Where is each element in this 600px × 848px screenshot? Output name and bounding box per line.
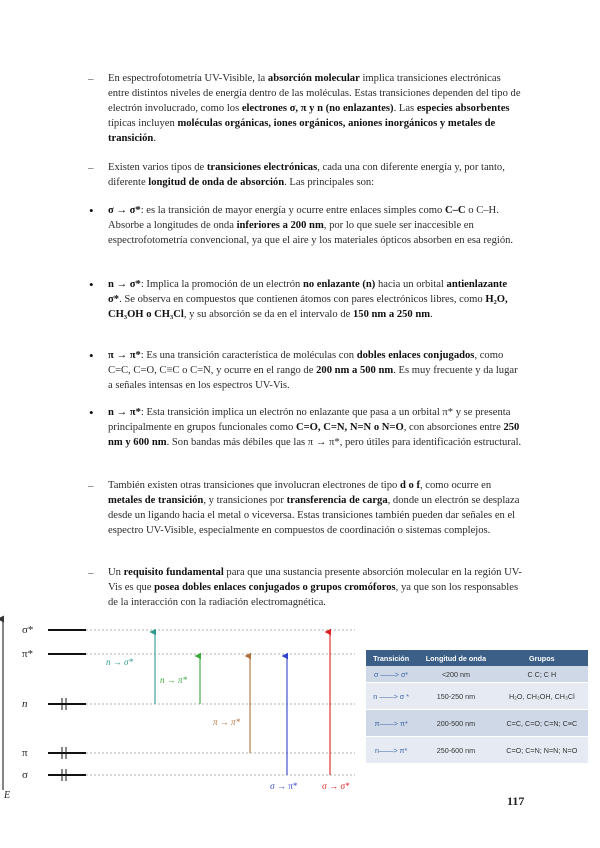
bold-term: metales de transición bbox=[108, 494, 204, 506]
bullet-n-sigma-star: n → σ*: Implica la promoción de un electrón no enlazante (n) hacia un orbital antienlazante σ*. Se observa en compuestos que contienen átomos con pares electrónicos libres, como H₂O, CH₃OH o CH₃Cl, y su absorción se da en el intervalo de 150 nm a 250 nm. bbox=[108, 279, 508, 320]
bold-term: n → π* bbox=[108, 407, 141, 418]
paragraph-requirement: Un requisito fundamental para que una sustancia presente absorción molecular en la región UV-Vis es que posea dobles enlaces conjugados o grupos cromóforos, ya que son los responsables de la interacción con la radiación electromagnética. bbox=[108, 567, 522, 608]
table-row bbox=[366, 683, 588, 710]
bullet-sigma-sigma-star: σ → σ*: es la transición de mayor energía y ocurre entre enlaces simples como C–C o C–H. Absorbe a longitudes de onda inferiores a 200 nm, por lo que suele ser inaccesible en espectrofotometría convencional, ya que el aire y los materiales ópticos absorben en esa región. bbox=[108, 205, 514, 246]
table-header-groups: Grupos bbox=[496, 650, 588, 666]
bold-term: dobles enlaces conjugados bbox=[356, 350, 475, 361]
bold-term: absorción molecular bbox=[267, 73, 360, 84]
label-sigma-pi-star: σ → π* bbox=[270, 781, 298, 791]
bold-term: σ → σ* bbox=[108, 205, 141, 216]
bold-term: 150 nm a 250 nm bbox=[352, 308, 431, 320]
table-header-wavelength: Longitud de onda bbox=[416, 650, 495, 666]
level-label-sigma: σ bbox=[22, 769, 28, 781]
table-header-transition: Transición bbox=[366, 650, 416, 666]
paragraph-intro: En espectrofotometría UV-Visible, la absorción molecular implica transiciones electrónicas entre distintos niveles de energía dentro de las moléculas. Estas transiciones dependen del tipo de electrón involucrado, como los electrones σ, π y n (no enlazantes). Las especies absorbentes típicas incluyen moléculas orgánicas, iones orgánicos, aniones inorgánicos y metales de transición. bbox=[108, 73, 521, 144]
level-label-sigma-star: σ* bbox=[22, 624, 34, 636]
paragraph-other-transitions: También existen otras transiciones que involucran electrones de tipo d o f, como ocurre en metales de transición, y transiciones por transferencia de carga, donde un electrón se desplaza desde un ligando hacia el metal o viceversa. Estas transiciones también pueden dar señales en el espectro UV-Visible, especialmente en compuestos de coordinación o sistemas complejos. bbox=[108, 480, 520, 536]
paragraph-marker: – bbox=[88, 480, 94, 492]
bold-term: no enlazante (n) bbox=[302, 279, 376, 290]
bold-term: especies absorbentes bbox=[416, 102, 510, 114]
table-cell-groups: C=C, C=O; C=N; C≡C bbox=[496, 710, 588, 737]
paragraph-marker: – bbox=[88, 567, 94, 579]
level-label-pi: π bbox=[22, 747, 28, 759]
bold-term: posea dobles enlaces conjugados o grupos cromóforos bbox=[154, 581, 396, 593]
energy-level-diagram bbox=[0, 615, 365, 805]
table-row bbox=[366, 710, 588, 737]
label-n-pi-star: n → π* bbox=[160, 675, 188, 685]
bullet-marker: • bbox=[89, 348, 94, 363]
bullet-marker: • bbox=[89, 277, 94, 292]
table-header-row bbox=[366, 650, 588, 666]
bold-term: C=O, C=N, N=N o N=O bbox=[295, 421, 404, 433]
bullet-marker: • bbox=[89, 203, 94, 218]
bullet-marker: • bbox=[89, 405, 94, 420]
bold-term: 200 nm a 500 nm bbox=[316, 364, 394, 376]
label-pi-pi-star: π → π* bbox=[213, 717, 241, 727]
bullet-pi-pi-star: π → π*: Es una transición característica de moléculas con dobles enlaces conjugados, como C=C, C=O, C≡C o C=N, y ocurre en el rango de 200 nm a 500 nm. Es muy frecuente y da lugar a señales intensas en los espectros UV-Vis. bbox=[108, 350, 518, 391]
table-cell-groups: H₂O, CH₃OH, CH₃Cl bbox=[496, 683, 588, 710]
energy-axis-label: E bbox=[4, 790, 11, 801]
table-row bbox=[366, 737, 588, 764]
bold-term: inferiores a 200 nm bbox=[236, 219, 324, 231]
paragraph-marker: – bbox=[88, 162, 94, 174]
bold-term: n → σ* bbox=[108, 279, 141, 290]
bold-term: transferencia de carga bbox=[286, 494, 388, 506]
level-dashed-lines bbox=[86, 630, 355, 775]
table-cell-wavelength: <200 nm bbox=[416, 666, 495, 683]
bold-term: C–C bbox=[444, 205, 466, 216]
bold-term: 250 nm y 600 nm bbox=[108, 421, 520, 448]
bold-term: antienlazante σ* bbox=[108, 279, 508, 305]
label-n-sigma-star: n → σ* bbox=[106, 657, 133, 667]
table-cell-wavelength: 250-600 nm bbox=[416, 737, 495, 764]
paragraph-transitions-types: Existen varios tipos de transiciones electrónicas, cada una con diferente energía y, por tanto, diferente longitud de onda de absorción. Las principales son: bbox=[108, 162, 505, 188]
page-number: 117 bbox=[507, 794, 525, 808]
table-cell-transition: π——> π* bbox=[366, 710, 416, 737]
bold-term: π → π* bbox=[108, 350, 141, 361]
bold-term: moléculas orgánicas, iones orgánicos, aniones inorgánicos y metales de transición bbox=[108, 117, 496, 144]
table-cell-transition: σ ——> σ* bbox=[366, 666, 416, 683]
table-cell-transition: n ——> σ * bbox=[366, 683, 416, 710]
level-label-pi-star: π* bbox=[22, 648, 34, 660]
transitions-table bbox=[366, 650, 588, 764]
bold-term: requisito fundamental bbox=[123, 567, 224, 578]
bullet-n-pi-star: n → π*: Esta transición implica un electrón no enlazante que pasa a un orbital π* y se presenta principalmente en grupos funcionales como C=O, C=N, N=N o N=O, con absorciones entre 250 nm y 600 nm. Son bandas más débiles que las π → π*, pero útiles para identificación estructural. bbox=[108, 407, 522, 448]
level-label-n: n bbox=[22, 698, 28, 710]
table-cell-groups: C C; C H bbox=[496, 666, 588, 683]
paragraph-marker: – bbox=[88, 73, 94, 85]
bold-term: H₂O, CH₃OH o CH₃Cl bbox=[108, 293, 508, 320]
label-sigma-sigma-star: σ → σ* bbox=[322, 781, 350, 791]
table-cell-wavelength: 150-250 nm bbox=[416, 683, 495, 710]
bold-term: d o f bbox=[399, 480, 420, 491]
bold-term: transiciones electrónicas bbox=[206, 162, 318, 173]
table-cell-transition: n——> π* bbox=[366, 737, 416, 764]
table-cell-groups: C=O; C=N; N=N; N=O bbox=[496, 737, 588, 764]
table-cell-wavelength: 200-500 nm bbox=[416, 710, 495, 737]
electron-pairs bbox=[62, 698, 66, 781]
bold-term: longitud de onda de absorción bbox=[148, 176, 285, 188]
bold-term: electrones σ, π y n (no enlazantes) bbox=[241, 102, 394, 114]
table-row bbox=[366, 666, 588, 683]
